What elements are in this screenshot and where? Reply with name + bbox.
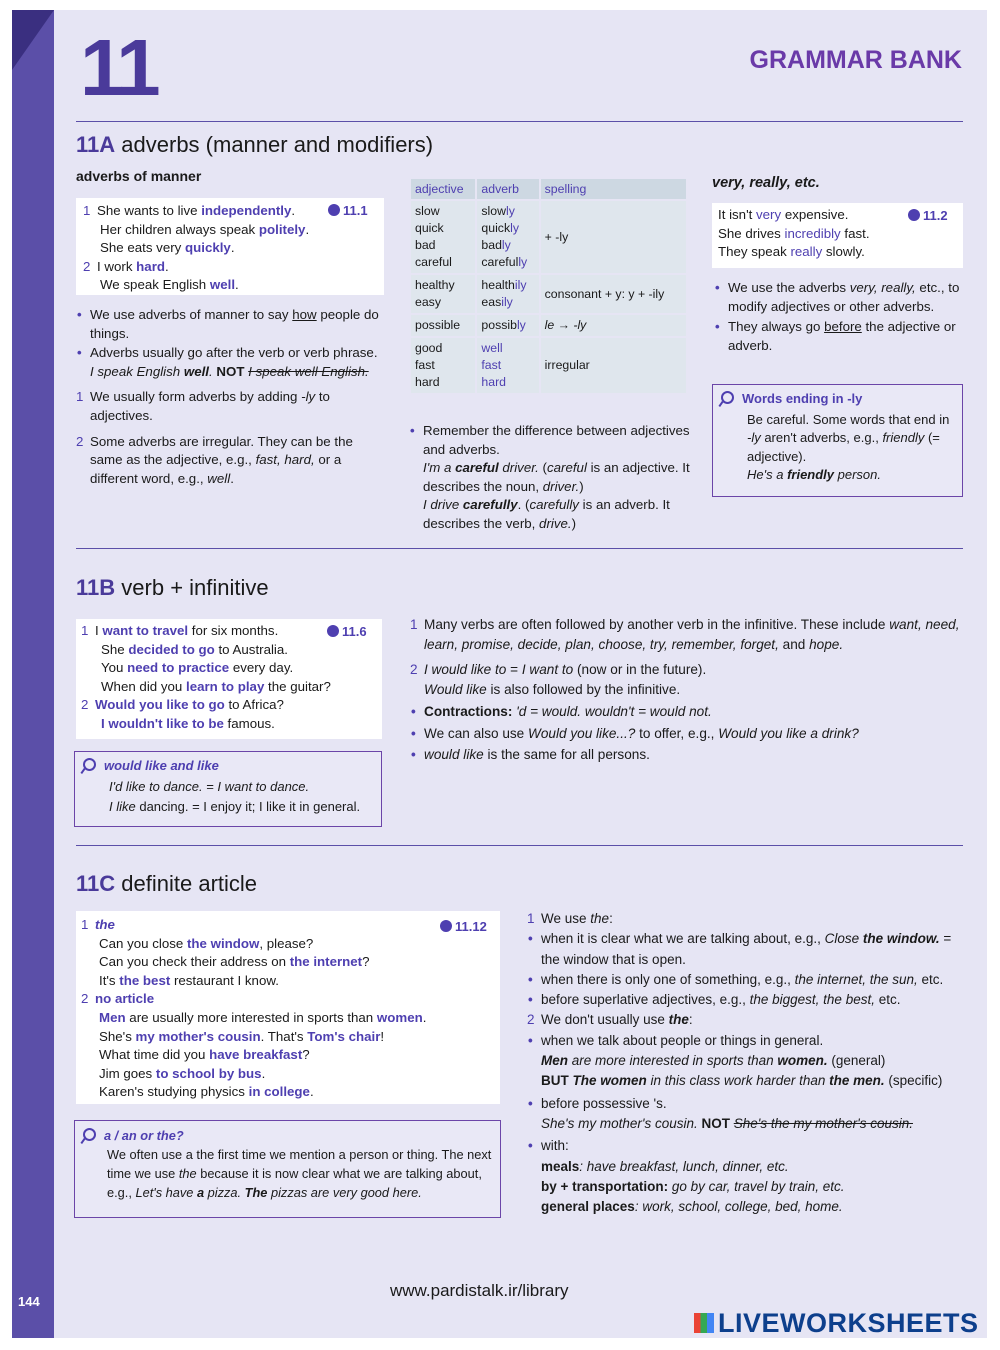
side-stripe <box>12 10 54 1338</box>
infinitive-example-lines: 1 I want to travel for six months. She decided to go to Australia. You need to practice every day. When did you learn to play the guitar? 2 Would you like to go to Africa? I wouldn't like to be famous. <box>81 623 331 731</box>
col-adjective: adjective <box>411 179 475 199</box>
rules-11c: 1 We use the: • when it is clear what we are talking about, e.g., Close the window. = the window that is open. • when there is only one of something, e.g., the internet, the sun, etc. • before superlative adjectives, e.g., the biggest, the best, etc. 2 We don't usually use the: • when we talk about people or things in general. Men are more interested in sports than women. (general) BUT The women in this class work harder than the men. (specific) • before possessive 's. She's my mother's cousin. NOT She's the my mother's cousin. • with: meals: have breakfast, lunch, dinner, etc. by + transportation: go by car, travel by train, etc. general places: work, school, college, bed, home. <box>527 909 963 1217</box>
source-url[interactable]: www.pardistalk.ir/library <box>390 1281 569 1300</box>
section-11a-title: 11A adverbs (manner and modifiers) <box>76 132 434 157</box>
very-example-lines: It isn't very expensive. She drives incredibly fast. They speak really slowly. <box>718 207 870 260</box>
liveworksheets-logo: LIVEWORKSHEETS <box>694 1308 979 1339</box>
magnifier-icon <box>721 391 734 404</box>
stripe-corner <box>12 10 54 70</box>
examples-11c <box>76 911 500 1104</box>
section-11b-title: 11B verb + infinitive <box>76 575 269 600</box>
audio-11-1-button[interactable]: 11.1 <box>328 203 368 218</box>
audio-11-6-button[interactable]: 11.6 <box>327 624 367 639</box>
magnifier-icon <box>83 758 96 771</box>
grammar-page <box>12 10 987 1338</box>
adverb-spelling-table: adjective adverb spelling slow quick bad careful slowly quickly badly carefully + -ly healthy easy healthily easily consonant + y: y + -ily possible possibly le → -ly good fast hard well fast hard irregular <box>409 177 688 395</box>
audio-11-2-button[interactable]: 11.2 <box>908 208 948 223</box>
rules-11a: • We use adverbs of manner to say how people do things. • Adverbs usually go after the verb or verb phrase. I speak English well. NOT I speak well English. 1 We usually form adverbs by adding -ly to adjectives. 2 Some adverbs are irregular. They can be the same as the adjective, e.g., fast, hard, or a different word, e.g., well. <box>76 306 381 488</box>
rules-11b: 1 Many verbs are often followed by another verb in the infinitive. These include want, need, learn, promise, decide, plan, choose, try, remember, forget, and hope. 2 I would like to = I want to (now or in the future). Would like is also followed by the infinitive. • Contractions: 'd = would. wouldn't = would not. • We can also use Would you like...? to offer, e.g., Would you like a drink? • would like is the same for all persons. <box>410 615 960 765</box>
grammar-bank-title: GRAMMAR BANK <box>749 46 962 74</box>
rule-11b <box>76 548 963 549</box>
section-11c-title: 11C definite article <box>76 871 258 896</box>
very-really-title: very, really, etc. <box>712 175 820 191</box>
magnifier-icon <box>83 1128 96 1141</box>
unit-number: 11 <box>80 23 157 112</box>
page-number: 144 <box>18 1294 40 1309</box>
col-adverb: adverb <box>477 179 538 199</box>
very-rules: • We use the adverbs very, really, etc., to modify adjectives or other adverbs. • They always go before the adjective or adverb. <box>714 279 962 355</box>
top-rule <box>76 121 963 122</box>
example-lines: 1 She wants to live independently. Her children always speak politely. She eats very quickly. 2 I work hard. We speak English well. <box>83 203 310 293</box>
audio-11-12-button[interactable]: 11.12 <box>440 919 487 934</box>
note-would-like-and-like: would like and like I'd like to dance. = I want to dance. I like dancing. = I enjoy it; I like it in general. <box>74 751 382 827</box>
subhead-adverbs-of-manner: adverbs of manner <box>76 168 202 184</box>
examples-very <box>712 203 963 268</box>
note-words-ending-ly: Words ending in -ly Be careful. Some words that end in -ly aren't adverbs, e.g., friendly (= adjective). He's a friendly person. <box>712 384 963 497</box>
note-a-an-or-the: a / an or the? We often use a the first time we mention a person or thing. The next time we use the because it is now clear what we are talking about, e.g., Let's have a pizza. The pizzas are very good here. <box>74 1120 501 1218</box>
examples-11a <box>76 198 384 295</box>
col-spelling: spelling <box>541 179 686 199</box>
liveworksheets-icon <box>694 1313 714 1333</box>
remember-note: • Remember the difference between adjectives and adverbs. I'm a careful driver. (careful is an adjective. It describes the noun, driver.) I drive carefully. (carefully is an adverb. It describes the verb, drive.) <box>409 422 694 534</box>
examples-11b <box>76 619 382 739</box>
rule-11c <box>76 845 963 846</box>
article-example-lines: 1 the Can you close the window, please? Can you check their address on the internet? It's the best restaurant I know. 2 no article Men are usually more interested in sports than women. She's my mother's cousin. That's Tom's chair! What time did you have breakfast? Jim goes to school by bus. Karen's studying physics in college. <box>81 917 427 1100</box>
